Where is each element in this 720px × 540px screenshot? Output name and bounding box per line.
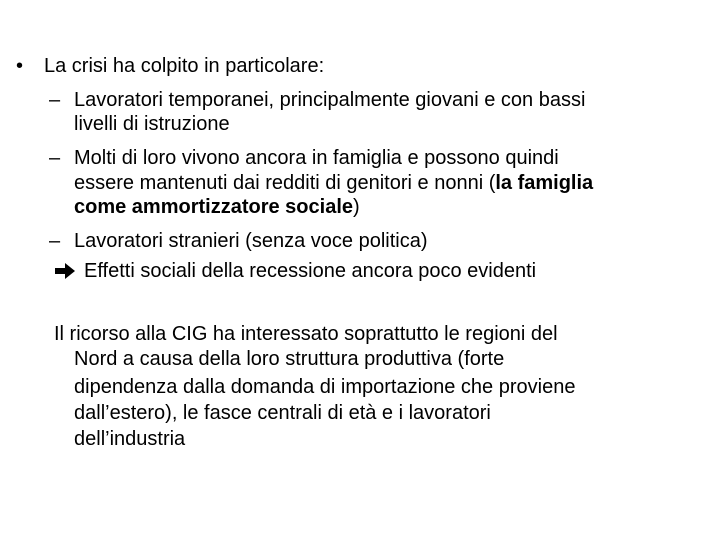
dash-marker: – [49,89,61,111]
paragraph-line: dipendenza dalla domanda di importazione che proviene [74,376,576,398]
paragraph-line: Nord a causa della loro struttura produttiva (forte [74,348,505,370]
dash-marker: – [49,230,61,252]
list-item-text: ) [353,196,360,218]
bullet-marker: • [16,55,24,77]
list-item-line: Lavoratori stranieri (senza voce politica) [74,230,428,252]
list-item-line: Lavoratori temporanei, principalmente giovani e con bassi [74,89,586,111]
paragraph-line: dell’industria [74,428,186,450]
dash-marker: – [49,147,61,169]
list-item-text: essere mantenuti dai redditi di genitori e nonni ( [74,172,496,194]
list-item-line [74,195,360,219]
list-item-line: Molti di loro vivono ancora in famiglia e possono quindi [74,147,559,169]
right-arrow-icon [54,263,76,279]
conclusion-text: Effetti sociali della recessione ancora poco evidenti [84,260,537,282]
list-item-emphasis: la famiglia [495,172,594,194]
list-item-line: livelli di istruzione [74,113,230,135]
paragraph-line: Il ricorso alla CIG ha interessato soprattutto le regioni del [54,323,558,345]
paragraph-line: dall’estero), le fasce centrali di età e i lavoratori [74,402,491,424]
list-item-line [74,171,593,195]
intro-text: La crisi ha colpito in particolare: [44,55,325,77]
list-item-emphasis: come ammortizzatore sociale [74,196,353,218]
